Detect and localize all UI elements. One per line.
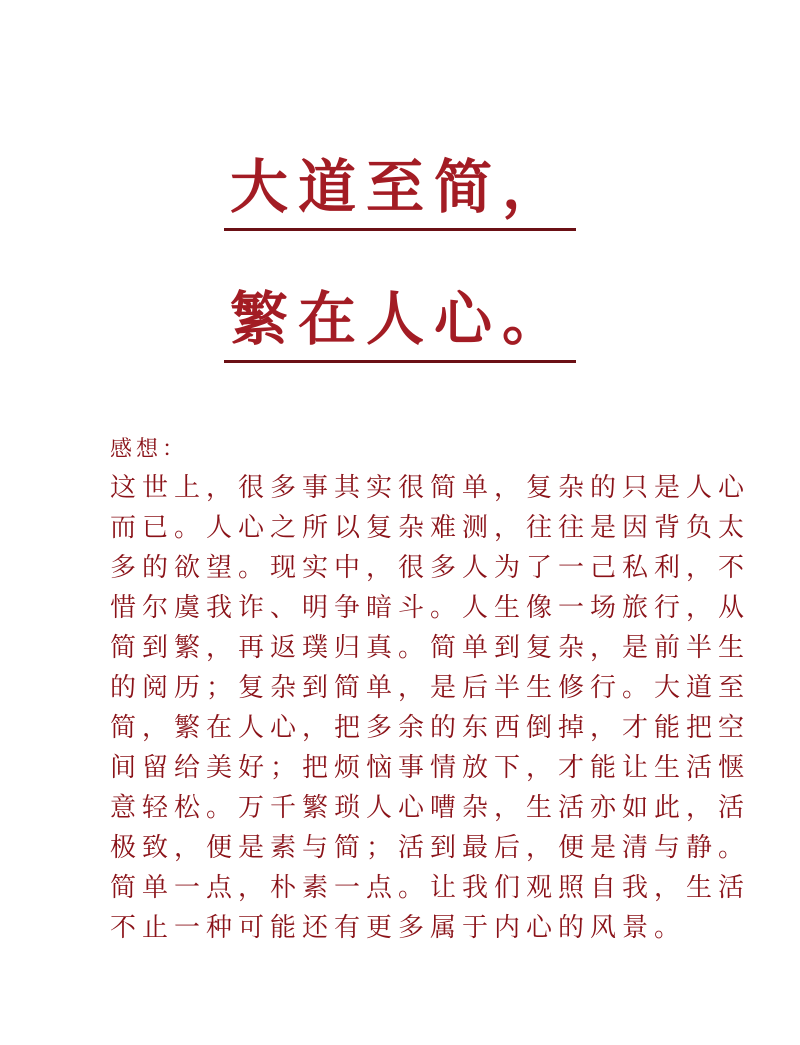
title-text-2: 繁在人心。: [224, 290, 576, 363]
title-text-1: 大道至简，: [224, 158, 576, 231]
title-line-1: [0, 153, 800, 231]
reflection-paragraph: 这世上，很多事其实很简单，复杂的只是人心而已。人心之所以复杂难测，往往是因背负太多的欲望。现实中，很多人为了一己私利，不惜尔虞我诈、明争暗斗。人生像一场旅行，从简到繁，再返璞归真。简单到复杂，是前半生的阅历；复杂到简单，是后半生修行。大道至简，繁在人心，把多余的东西倒掉，才能把空间留给美好；把烦恼事情放下，才能让生活惬意轻松。万千繁琐人心嘈杂，生活亦如此，活极致，便是素与简；活到最后，便是清与静。简单一点，朴素一点。让我们观照自我，生活不止一种可能还有更多属于内心的风景。: [110, 473, 751, 943]
reflection-heading: 感想：: [110, 437, 189, 462]
title-line-2: [0, 285, 800, 363]
reflection-block: [110, 432, 750, 948]
